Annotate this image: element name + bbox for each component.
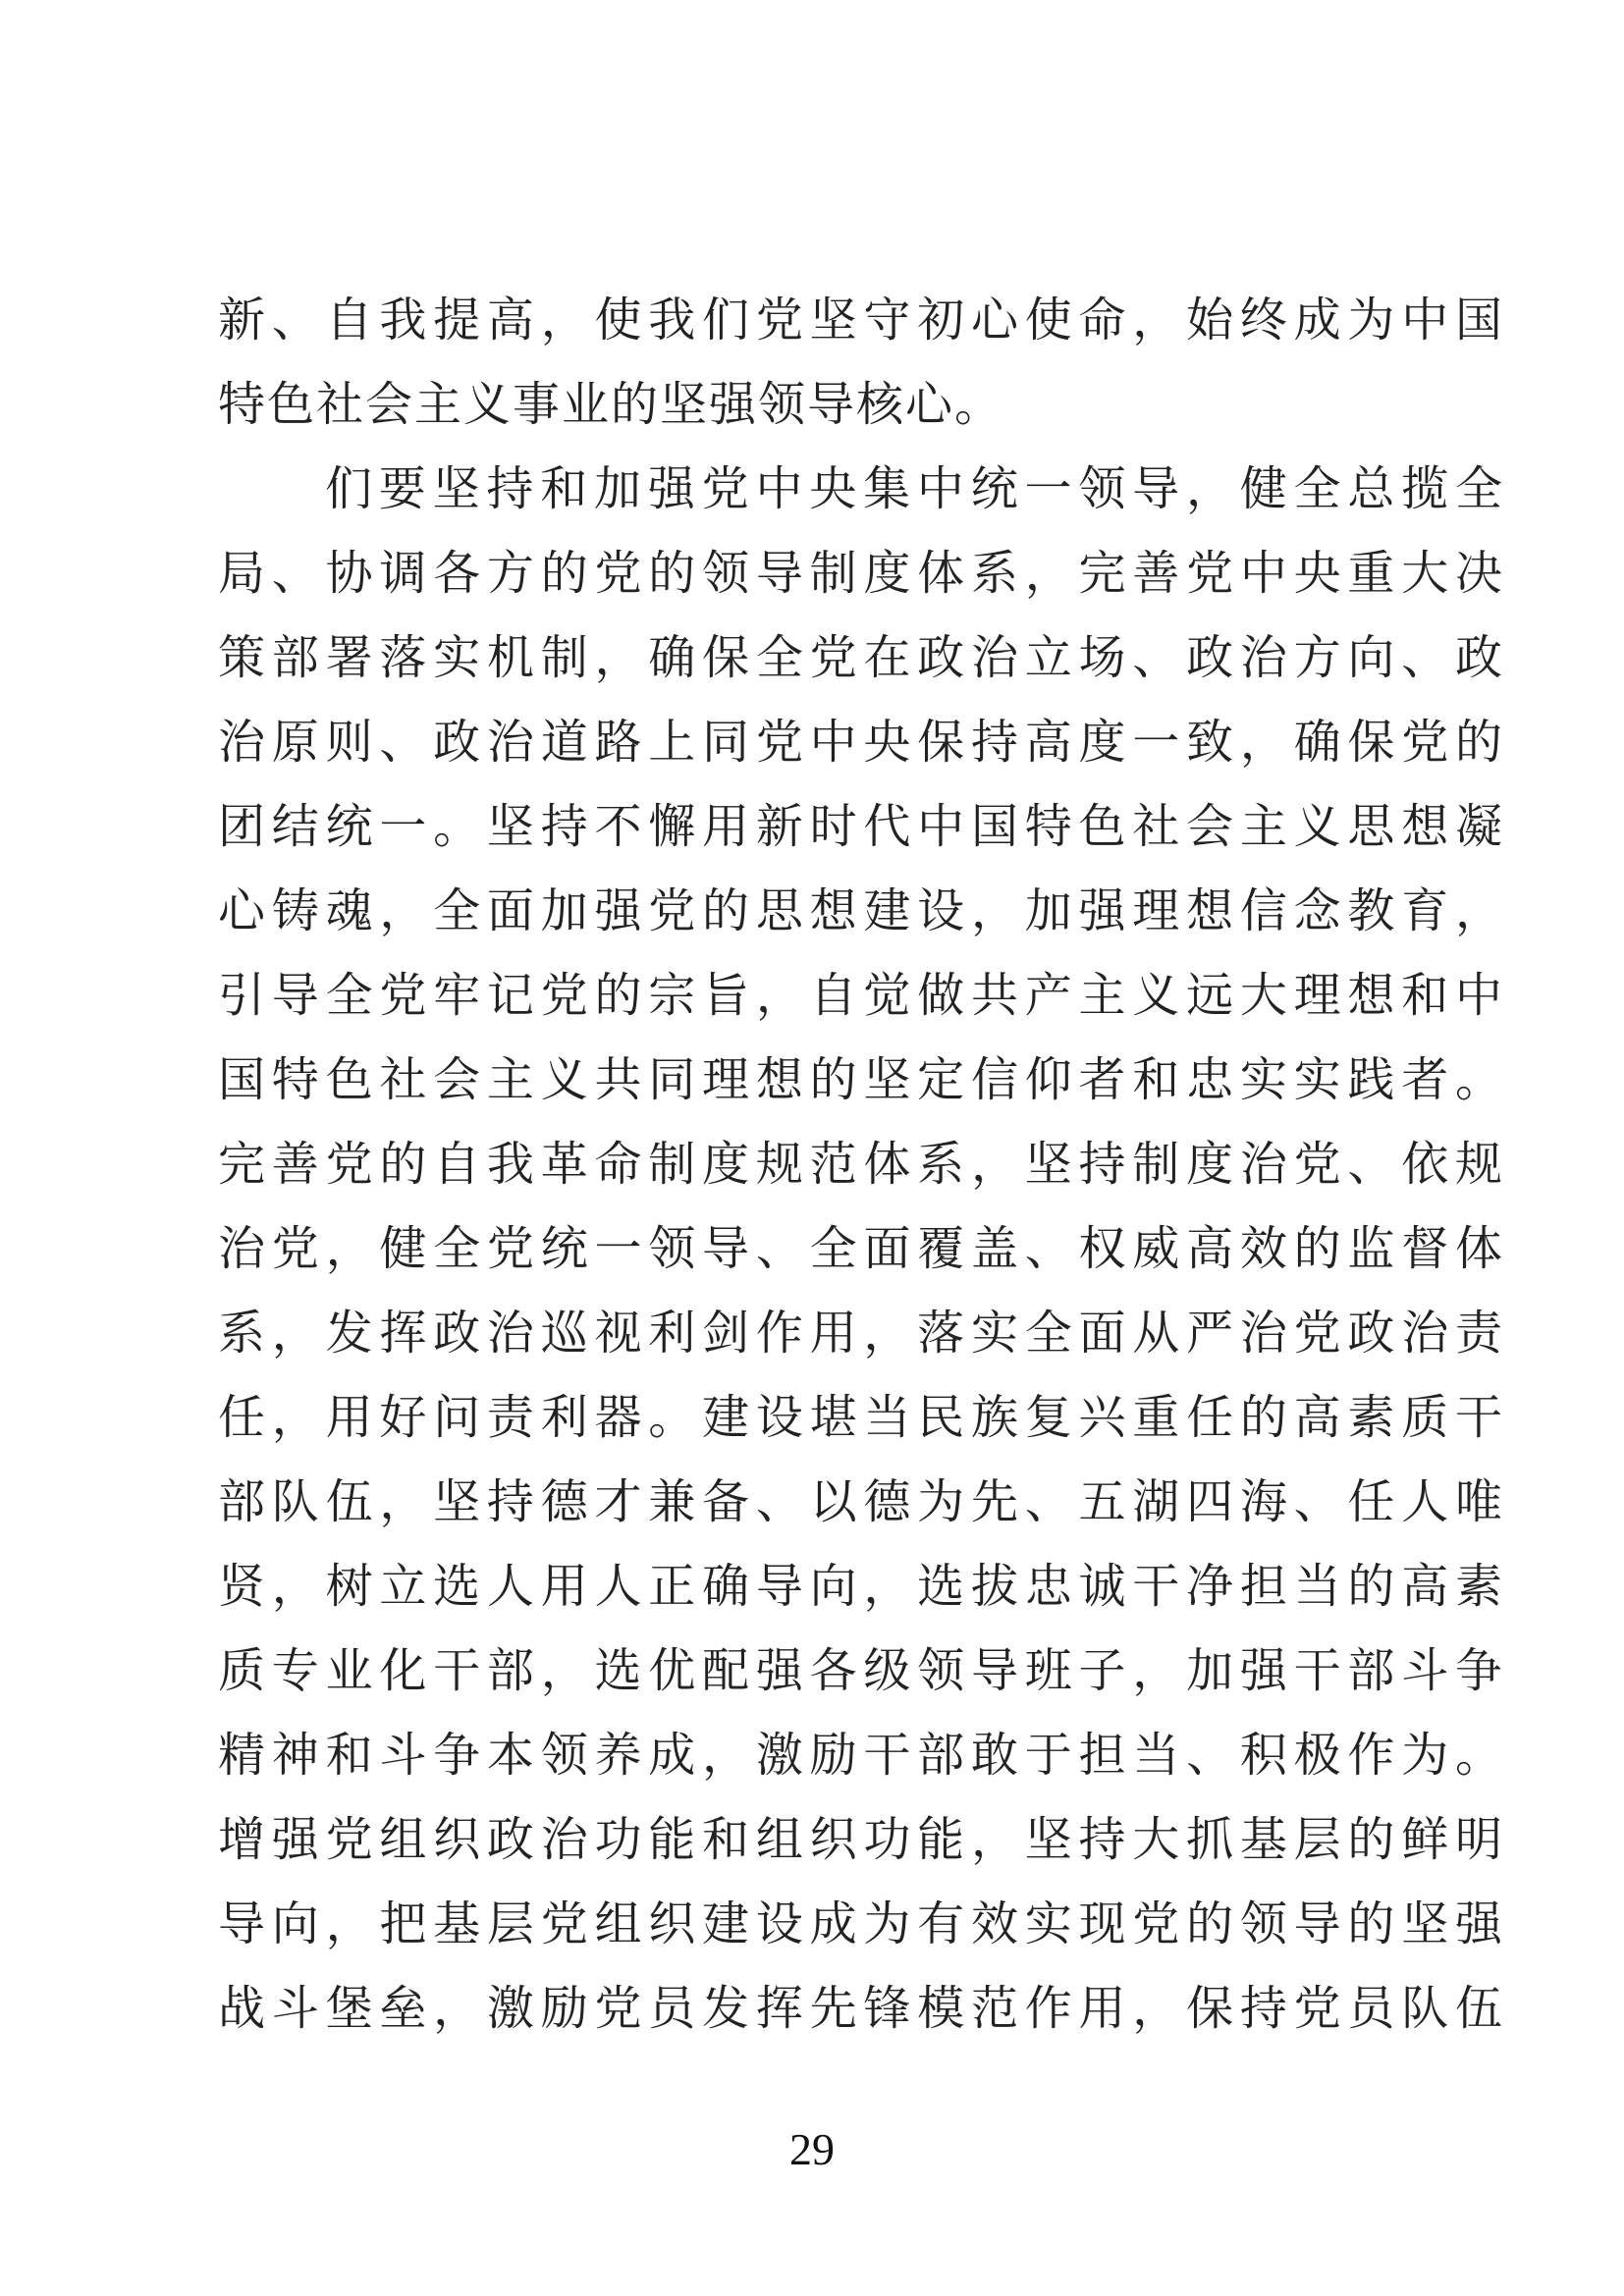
text-line: 质专业化干部，选优配强各级领导班子，加强干部斗争 xyxy=(218,1645,1502,1697)
text-line: 特色社会主义事业的坚强领导核心。 xyxy=(218,379,1004,431)
text-line: 系，发挥政治巡视利剑作用，落实全面从严治党政治责 xyxy=(218,1308,1502,1360)
text-line: 治党，健全党统一领导、全面覆盖、权威高效的监督体 xyxy=(218,1223,1502,1275)
text-line: 部队伍，坚持德才兼备、以德为先、五湖四海、任人唯 xyxy=(218,1476,1502,1528)
text-line: 贤，树立选人用人正确导向，选拔忠诚干净担当的高素 xyxy=(218,1561,1502,1613)
text-line: 心铸魂，全面加强党的思想建设，加强理想信念教育， xyxy=(218,885,1502,937)
text-line: 团结统一。坚持不懈用新时代中国特色社会主义思想凝 xyxy=(218,801,1502,853)
text-line: 精神和斗争本领养成，激励干部敢于担当、积极作为。 xyxy=(218,1730,1502,1782)
text-line: 局、协调各方的党的领导制度体系，完善党中央重大决 xyxy=(218,548,1502,600)
text-line: 引导全党牢记党的宗旨，自觉做共产主义远大理想和中 xyxy=(218,970,1502,1022)
text-line: 任，用好问责利器。建设堪当民族复兴重任的高素质干 xyxy=(218,1392,1502,1444)
page-number: 29 xyxy=(789,2124,835,2174)
text-line: 治原则、政治道路上同党中央保持高度一致，确保党的 xyxy=(218,717,1502,769)
text-line: 们要坚持和加强党中央集中统一领导，健全总揽全 xyxy=(325,463,1502,515)
text-line: 策部署落实机制，确保全党在政治立场、政治方向、政 xyxy=(218,632,1502,684)
text-line: 增强党组织政治功能和组织功能，坚持大抓基层的鲜明 xyxy=(218,1814,1502,1866)
text-line: 完善党的自我革命制度规范体系，坚持制度治党、依规 xyxy=(218,1139,1502,1191)
text-line: 战斗堡垒，激励党员发挥先锋模范作用，保持党员队伍 xyxy=(218,1983,1502,2035)
text-line: 新、自我提高，使我们党坚守初心使命，始终成为中国 xyxy=(218,294,1502,347)
text-block xyxy=(218,279,1502,2052)
text-line: 国特色社会主义共同理想的坚定信仰者和忠实实践者。 xyxy=(218,1054,1502,1106)
text-line: 导向，把基层党组织建设成为有效实现党的领导的坚强 xyxy=(218,1898,1502,1950)
